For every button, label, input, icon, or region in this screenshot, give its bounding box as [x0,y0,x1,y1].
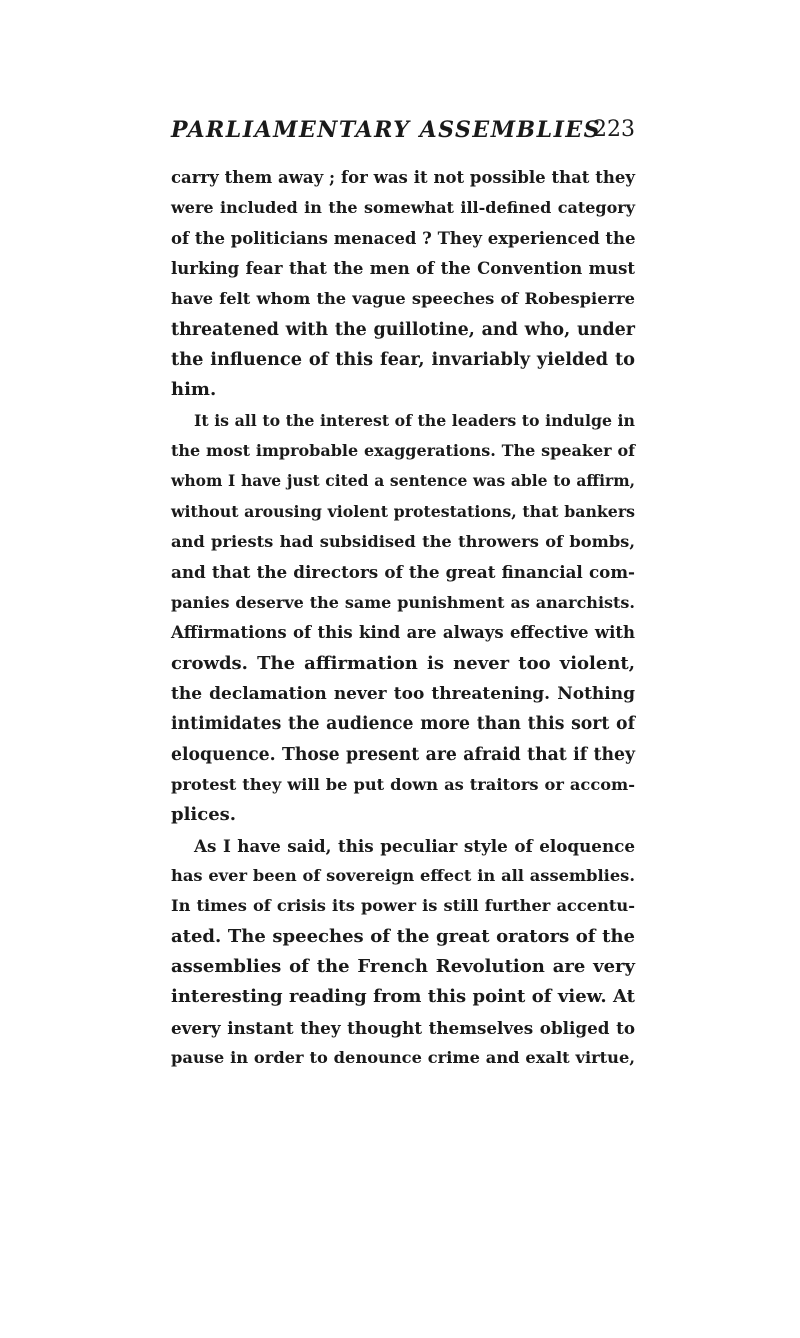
text-line: were included in the somewhat ill-defined category [171,198,635,218]
text-line: and priests had subsidised the throwers of bombs, [171,532,635,552]
text-line: has ever been of sovereign effect in all assemblies. [171,865,635,885]
text-line: the declamation never too threatening. Nothing [171,683,635,704]
text-line: In times of crisis its power is still further accentu- [171,896,635,916]
text-line: the most improbable exaggerations. The speaker of [171,441,635,461]
text-line: crowds. The affirmation is never too violent, [171,652,635,674]
text-line: without arousing violent protestations, that bankers [171,501,635,521]
text-line: intimidates the audience more than this sort of [171,714,635,735]
text-line: plices. [171,804,237,826]
text-line: ated. The speeches of the great orators of the [171,925,635,947]
text-line: carry them away ; for was it not possible that they [171,168,635,187]
text-line: him. [171,379,217,401]
text-line: the influence of this fear, invariably yielded to [171,349,635,371]
text-line: every instant they thought themselves obliged to [171,1017,635,1038]
text-line: and that the directors of the great financial com- [171,562,635,583]
text-line: threatened with the guillotine, and who, under [171,319,635,340]
page-number: 223 [593,117,635,142]
running-title: PARLIAMENTARY ASSEMBLIES [171,117,602,143]
text-line: have felt whom the vague speeches of Robespierre [171,289,635,309]
text-line: of the politicians menaced ? They experienced the [171,228,636,248]
running-head [171,114,635,146]
text-line: It is all to the interest of the leaders to indulge in [194,410,635,430]
text-line: Affirmations of this kind are always effective with [171,623,635,643]
text-line: panies deserve the same punishment as anarchists. [171,592,635,612]
text-line: interesting reading from this point of view. At [171,986,635,1008]
body-text [171,163,635,1073]
text-line: eloquence. Those present are afraid that if they [171,744,635,765]
text-line: whom I have just cited a sentence was able to affirm, [171,471,635,491]
text-line: As I have said, this peculiar style of eloquence [194,835,635,856]
text-line: lurking fear that the men of the Convention must [171,259,635,279]
text-line: assemblies of the French Revolution are very [171,955,635,977]
text-line: pause in order to denounce crime and exalt virtue, [171,1047,635,1067]
text-line: protest they will be put down as traitors or accom- [171,774,635,794]
